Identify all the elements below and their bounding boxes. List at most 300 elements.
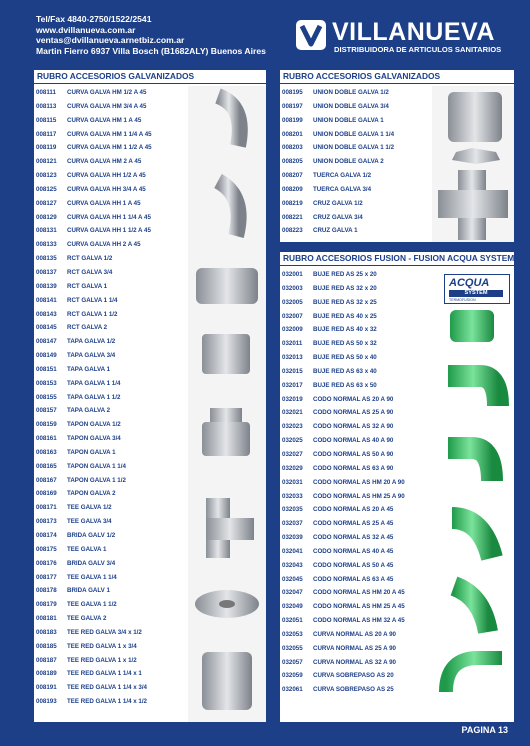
product-description: RCT GALVA 1 1/4	[67, 296, 118, 304]
product-row	[282, 310, 405, 324]
product-row	[36, 224, 152, 238]
product-row	[36, 294, 152, 308]
product-code: 008139	[36, 282, 57, 290]
product-description: CRUZ GALVA 3/4	[313, 213, 363, 221]
product-description: TEE RED GALVA 1 1/4 x 3/4	[67, 684, 148, 692]
product-code: 008131	[36, 227, 57, 235]
product-row	[282, 517, 405, 531]
product-code: 008181	[36, 615, 57, 623]
product-row	[36, 363, 152, 377]
product-description: UNION DOBLE GALVA 3/4	[313, 102, 389, 110]
product-code: 008178	[36, 587, 57, 595]
elbow-45-icon	[218, 96, 240, 146]
product-description: CRUZ GALVA 1	[313, 227, 358, 235]
product-row	[36, 308, 152, 322]
nut-icon	[452, 148, 500, 164]
product-code: 032019	[282, 395, 303, 403]
product-description: BUJE RED AS 50 x 40	[313, 354, 377, 362]
product-code: 008167	[36, 476, 57, 484]
product-row	[36, 169, 152, 183]
product-row	[36, 128, 152, 142]
product-code: 008185	[36, 642, 57, 650]
product-code: 008129	[36, 213, 57, 221]
product-code: 008177	[36, 573, 57, 581]
product-row	[282, 351, 405, 365]
product-code: 032045	[282, 575, 303, 583]
acqua-band: SYSTEM	[449, 290, 503, 297]
product-row	[36, 377, 152, 391]
product-row	[282, 683, 405, 697]
product-description: CURVA GALVA HM 1 A 45	[67, 116, 142, 124]
product-description: RCT GALVA 1 1/2	[67, 310, 118, 318]
product-description: RCT GALVA 1/2	[67, 255, 113, 263]
product-row	[36, 667, 152, 681]
product-code: 032003	[282, 284, 303, 292]
product-row	[36, 391, 152, 405]
product-description: TAPON GALVA 2	[67, 490, 116, 498]
product-code: 032035	[282, 506, 303, 514]
product-row	[282, 476, 405, 490]
fusion-images-column	[432, 306, 514, 722]
product-row	[282, 503, 405, 517]
product-description: UNION DOBLE GALVA 1	[313, 116, 384, 124]
product-row	[282, 586, 405, 600]
product-description: TAPON GALVA 1/2	[67, 421, 121, 429]
product-row	[282, 224, 394, 238]
product-code: 008193	[36, 698, 57, 706]
product-code: 032025	[282, 437, 303, 445]
product-code: 008159	[36, 421, 57, 429]
product-row	[282, 100, 394, 114]
product-code: 008135	[36, 255, 57, 263]
product-description: RCT GALVA 3/4	[67, 268, 113, 276]
product-description: TAPON GALVA 3/4	[67, 435, 121, 443]
product-code: 008147	[36, 338, 57, 346]
brand-logo	[294, 18, 504, 58]
product-code: 032059	[282, 672, 303, 680]
product-code: 032021	[282, 409, 303, 417]
product-code: 032015	[282, 367, 303, 375]
product-code: 008189	[36, 670, 57, 678]
product-code: 032033	[282, 492, 303, 500]
product-description: TAPON GALVA 1	[67, 448, 116, 456]
product-description: TAPA GALVA 1 1/2	[67, 393, 121, 401]
product-description: BUJE RED AS 25 x 20	[313, 271, 377, 278]
product-description: CODO NORMAL AS 32 A 90	[313, 423, 394, 431]
product-code: 032053	[282, 630, 303, 638]
product-description: CODO NORMAL AS 50 A 45	[313, 561, 394, 569]
product-code: 032005	[282, 298, 303, 306]
cross-icon	[438, 170, 508, 240]
product-row	[36, 584, 152, 598]
product-row	[282, 559, 405, 573]
product-code: 032013	[282, 354, 303, 362]
product-description: TEE GALVA 1	[67, 545, 107, 553]
product-description: CODO NORMAL AS HM 25 A 45	[313, 603, 405, 611]
reducing-tee-icon	[202, 652, 252, 710]
page-header	[0, 0, 530, 70]
product-description: TEE RED GALVA 3/4 x 1/2	[67, 628, 142, 636]
product-code: 032039	[282, 534, 303, 542]
product-code: 008151	[36, 365, 57, 373]
product-row	[36, 114, 152, 128]
product-code: 008195	[282, 89, 303, 96]
product-code: 008169	[36, 490, 57, 498]
product-row	[282, 669, 405, 683]
product-row	[282, 211, 394, 225]
product-code: 008141	[36, 296, 57, 304]
elbow-90-icon	[448, 376, 498, 406]
product-description: CRUZ GALVA 1/2	[313, 199, 363, 207]
product-description: BUJE RED AS 32 x 25	[313, 298, 377, 306]
product-row	[282, 323, 405, 337]
product-description: TEE GALVA 2	[67, 615, 107, 623]
product-code: 008199	[282, 116, 303, 124]
product-description: CODO NORMAL AS HM 25 A 90	[313, 492, 405, 500]
brand-name: VILLANUEVA	[332, 18, 495, 46]
product-code: 008149	[36, 352, 57, 360]
contact-email[interactable]: ventas@dvillanueva.arnetbiz.com.ar	[36, 35, 185, 46]
product-code: 008203	[282, 144, 303, 152]
product-description: CURVA GALVA HM 3/4 A 45	[67, 102, 147, 110]
product-description: CODO NORMAL AS 20 A 45	[313, 506, 394, 514]
product-code: 008207	[282, 172, 303, 180]
product-code: 008119	[36, 144, 57, 152]
product-row	[36, 335, 152, 349]
product-row	[282, 155, 394, 169]
product-code: 008121	[36, 158, 57, 166]
product-row	[36, 695, 152, 709]
product-code: 032023	[282, 423, 303, 431]
contact-address: Martin Fierro 6937 Villa Bosch (B1682ALY) Buenos Aires	[36, 45, 266, 56]
product-code: 032029	[282, 464, 303, 472]
product-row	[36, 571, 152, 585]
product-row	[36, 557, 152, 571]
product-description: CURVA GALVA HH 3/4 A 45	[67, 185, 146, 193]
product-row	[36, 460, 152, 474]
product-row	[36, 280, 152, 294]
product-description: TAPA GALVA 3/4	[67, 352, 116, 360]
product-row	[36, 612, 152, 626]
product-row	[282, 642, 405, 656]
cap-icon	[202, 334, 250, 374]
product-row	[36, 321, 152, 335]
product-code: 008155	[36, 393, 57, 401]
product-row	[282, 434, 405, 448]
product-description: BUJE RED AS 40 x 32	[313, 326, 377, 334]
product-row	[282, 600, 405, 614]
product-row	[36, 501, 152, 515]
product-description: TEE RED GALVA 1 x 1/2	[67, 656, 137, 664]
product-description: BUJE RED AS 32 x 20	[313, 284, 377, 292]
product-code: 032017	[282, 381, 303, 389]
product-description: TAPA GALVA 2	[67, 407, 111, 415]
product-code: 032037	[282, 520, 303, 528]
product-description: CODO NORMAL AS 63 A 90	[313, 464, 394, 472]
flange-icon	[195, 590, 259, 618]
brand-tagline: DISTRIBUIDORA DE ARTICULOS SANITARIOS	[334, 45, 502, 54]
product-list	[36, 86, 152, 709]
product-description: TEE RED GALVA 1 x 3/4	[67, 642, 137, 650]
product-row	[282, 462, 405, 476]
product-description: TAPA GALVA 1 1/4	[67, 379, 121, 387]
product-description: CODO NORMAL AS 63 A 45	[313, 575, 394, 583]
product-row	[36, 515, 152, 529]
product-code: 032047	[282, 589, 303, 597]
product-row	[36, 100, 152, 114]
product-row	[282, 420, 405, 434]
product-code: 008133	[36, 241, 57, 249]
logo-v-icon	[296, 20, 326, 50]
section-title: RUBRO ACCESORIOS GALVANIZADOS	[34, 70, 266, 84]
plug-icon	[202, 408, 250, 456]
product-row	[282, 393, 405, 407]
product-row	[282, 169, 394, 183]
product-description: CURVA GALVA HM 2 A 45	[67, 158, 142, 166]
product-code: 008221	[282, 213, 303, 221]
product-code: 008111	[36, 89, 56, 96]
product-row	[36, 197, 152, 211]
product-description: TEE GALVA 1 1/2	[67, 601, 117, 609]
bend-icon	[446, 658, 502, 692]
product-description: BRIDA GALV 1	[67, 587, 110, 595]
product-description: CURVA NORMAL AS 20 A 90	[313, 630, 396, 638]
product-description: CODO NORMAL AS HM 20 A 90	[313, 478, 405, 486]
product-row	[282, 86, 394, 100]
product-code: 008173	[36, 518, 57, 526]
product-description: TUERCA GALVA 1/2	[313, 172, 372, 180]
contact-info	[36, 14, 266, 56]
product-code: 032061	[282, 686, 303, 694]
product-row	[36, 681, 152, 695]
product-code: 008165	[36, 462, 57, 470]
product-row	[36, 238, 152, 252]
product-row	[282, 531, 405, 545]
product-code: 032055	[282, 644, 303, 652]
product-description: BUJE RED AS 63 x 40	[313, 367, 377, 375]
product-description: CODO NORMAL AS 40 A 45	[313, 547, 394, 555]
product-row	[36, 349, 152, 363]
product-list	[282, 86, 394, 238]
product-code: 008143	[36, 310, 57, 318]
product-description: BRIDA GALV 1/2	[67, 532, 116, 539]
product-row	[36, 141, 152, 155]
product-description: CURVA GALVA HH 2 A 45	[67, 241, 141, 249]
product-description: UNION DOBLE GALVA 1 1/4	[313, 130, 395, 138]
product-code: 008161	[36, 435, 57, 443]
product-description: RCT GALVA 2	[67, 324, 108, 332]
product-description: CODO NORMAL AS HM 32 A 45	[313, 617, 405, 625]
product-row	[36, 446, 152, 460]
product-description: CODO NORMAL AS 20 A 90	[313, 395, 394, 403]
product-code: 008176	[36, 559, 57, 567]
product-description: BRIDA GALV 3/4	[67, 559, 116, 567]
product-row	[282, 545, 405, 559]
product-code: 032027	[282, 450, 303, 458]
product-description: RCT GALVA 1	[67, 282, 108, 290]
product-code: 008117	[36, 130, 57, 138]
product-description: CURVA SOBREPASO AS 25	[313, 686, 394, 694]
product-description: CURVA GALVA HM 1 1/2 A 45	[67, 144, 152, 152]
product-row	[36, 654, 152, 668]
product-row	[36, 252, 152, 266]
product-row	[282, 379, 405, 393]
section-title: RUBRO ACCESORIOS FUSION - FUSION ACQUA SYSTEM	[280, 252, 514, 266]
product-code: 008127	[36, 199, 57, 207]
product-row	[282, 448, 405, 462]
section-title: RUBRO ACCESORIOS GALVANIZADOS	[280, 70, 514, 84]
acqua-name: ACQUA	[449, 277, 490, 289]
elbow-45-icon	[454, 586, 488, 632]
product-description: UNION DOBLE GALVA 1/2	[313, 89, 389, 96]
product-code: 032049	[282, 603, 303, 611]
product-row	[36, 487, 152, 501]
product-code: 032009	[282, 326, 303, 334]
product-code: 032001	[282, 271, 303, 278]
product-description: TEE GALVA 1/2	[67, 504, 112, 512]
product-description: TEE GALVA 1 1/4	[67, 573, 117, 581]
product-row	[282, 573, 405, 587]
product-description: UNION DOBLE GALVA 1 1/2	[313, 144, 395, 152]
product-row	[282, 128, 394, 142]
product-code: 008179	[36, 601, 57, 609]
product-description: TAPA GALVA 1	[67, 365, 111, 373]
product-description: TEE RED GALVA 1 1/4 x 1	[67, 670, 142, 678]
galvanized-images-column	[432, 86, 514, 242]
product-description: TAPON GALVA 1 1/4	[67, 462, 126, 470]
product-description: CODO NORMAL AS 40 A 90	[313, 437, 394, 445]
product-row	[36, 626, 152, 640]
product-description: UNION DOBLE GALVA 2	[313, 158, 384, 166]
product-code: 032057	[282, 658, 303, 666]
product-row	[36, 86, 152, 100]
product-row	[36, 266, 152, 280]
product-description: CURVA GALVA HM 1 1/4 A 45	[67, 130, 152, 138]
product-row	[36, 418, 152, 432]
product-description: CURVA GALVA HH 1/2 A 45	[67, 172, 146, 180]
product-row	[36, 543, 152, 557]
product-description: BUJE RED AS 40 x 25	[313, 312, 377, 320]
product-description: TEE RED GALVA 1 1/4 x 1/2	[67, 698, 148, 706]
nipple-icon	[196, 268, 258, 304]
product-code: 032031	[282, 478, 303, 486]
product-code: 032011	[282, 340, 303, 348]
product-code: 008191	[36, 684, 57, 692]
acqua-small: TERMOFUSION	[449, 298, 476, 302]
product-row	[282, 282, 405, 296]
product-code: 008125	[36, 185, 57, 193]
product-row	[36, 598, 152, 612]
product-description: BUJE RED AS 63 x 50	[313, 381, 377, 389]
product-description: CODO NORMAL AS 25 A 90	[313, 409, 394, 417]
product-code: 008171	[36, 504, 57, 512]
galvanized-images-column	[188, 86, 266, 722]
product-row	[282, 296, 405, 310]
product-code: 008205	[282, 158, 303, 166]
product-description: CODO NORMAL AS 50 A 90	[313, 450, 394, 458]
product-row	[282, 141, 394, 155]
product-description: TAPON GALVA 1 1/2	[67, 476, 126, 484]
product-description: CURVA GALVA HH 1 1/4 A 45	[67, 213, 151, 221]
product-row	[282, 337, 405, 351]
product-code: 032043	[282, 561, 303, 569]
product-row	[36, 211, 152, 225]
product-code: 008145	[36, 324, 57, 332]
product-row	[282, 614, 405, 628]
union-icon	[448, 92, 502, 142]
product-list	[282, 268, 405, 697]
product-code: 008137	[36, 268, 57, 276]
product-row	[282, 114, 394, 128]
product-code: 032051	[282, 617, 303, 625]
product-description: CURVA GALVA HH 1 1/2 A 45	[67, 227, 151, 235]
product-row	[282, 628, 405, 642]
product-row	[36, 474, 152, 488]
product-code: 008163	[36, 448, 57, 456]
acqua-system-logo	[444, 274, 510, 304]
product-row	[282, 268, 405, 282]
product-row	[282, 365, 405, 379]
product-description: TEE GALVA 3/4	[67, 518, 112, 526]
product-description: TUERCA GALVA 3/4	[313, 185, 372, 193]
product-row	[282, 490, 405, 504]
product-description: CURVA NORMAL AS 25 A 90	[313, 644, 396, 652]
product-code: 008115	[36, 116, 57, 124]
product-description: CODO NORMAL AS HM 20 A 45	[313, 589, 405, 597]
product-row	[36, 640, 152, 654]
reducer-bushing-icon	[450, 310, 494, 342]
product-code: 008209	[282, 185, 303, 193]
product-code: 008197	[282, 102, 303, 110]
tee-icon	[206, 498, 254, 558]
product-row	[36, 155, 152, 169]
product-description: BUJE RED AS 50 x 32	[313, 340, 377, 348]
product-row	[282, 406, 405, 420]
product-code: 008201	[282, 130, 303, 138]
product-row	[36, 183, 152, 197]
product-description: CURVA GALVA HH 1 A 45	[67, 199, 141, 207]
product-row	[36, 404, 152, 418]
product-row	[282, 656, 405, 670]
product-code: 008183	[36, 628, 57, 636]
product-description: CURVA SOBREPASO AS 20	[313, 672, 394, 680]
product-description: CURVA NORMAL AS 32 A 90	[313, 658, 396, 666]
product-code: 008175	[36, 545, 57, 553]
product-code: 008153	[36, 379, 57, 387]
product-code: 032007	[282, 312, 303, 320]
elbow-45-icon	[452, 518, 492, 558]
product-row	[282, 197, 394, 211]
product-code: 008187	[36, 656, 57, 664]
elbow-45-icon	[218, 181, 239, 236]
contact-phone: Tel/Fax 4840-2750/1522/2541	[36, 14, 152, 24]
product-description: TAPA GALVA 1/2	[67, 338, 116, 346]
product-row	[282, 183, 394, 197]
product-description: CODO NORMAL AS 25 A 45	[313, 520, 394, 528]
product-row	[36, 529, 152, 543]
product-description: CODO NORMAL AS 32 A 45	[313, 534, 394, 542]
product-row	[36, 432, 152, 446]
product-code: 008113	[36, 102, 57, 110]
page-number: PAGINA 13	[461, 725, 508, 735]
product-code: 032041	[282, 547, 303, 555]
product-code: 008123	[36, 172, 57, 180]
product-code: 008223	[282, 227, 303, 235]
product-code: 008174	[36, 532, 57, 539]
product-description: CURVA GALVA HM 1/2 A 45	[67, 89, 147, 96]
contact-website[interactable]: www.dvillanueva.com.ar	[36, 24, 136, 35]
product-code: 008219	[282, 199, 303, 207]
